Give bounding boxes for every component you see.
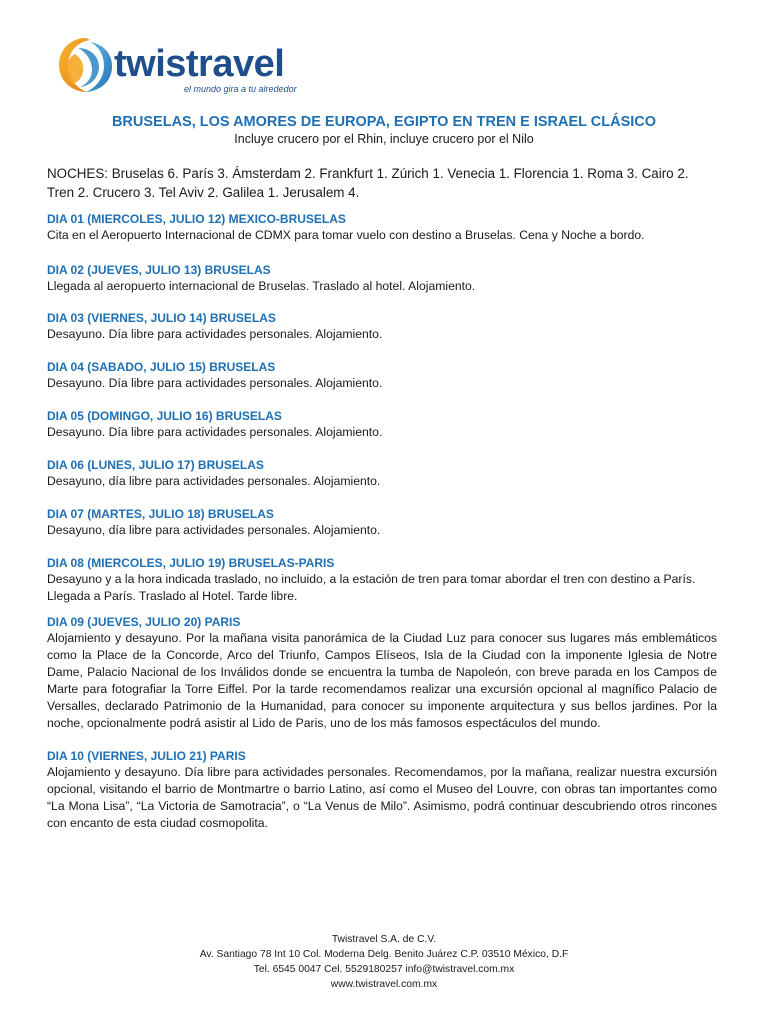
footer-contact: Tel. 6545 0047 Cel. 5529180257 info@twistravel.com.mx bbox=[253, 964, 515, 975]
day-section bbox=[47, 359, 717, 392]
page-title: BRUSELAS, LOS AMORES DE EUROPA, EGIPTO EN TREN E ISRAEL CLÁSICO bbox=[111, 114, 657, 130]
day-description: Desayuno, día libre para actividades personales. Alojamiento. bbox=[47, 523, 381, 537]
logo-wordmark: twistravel bbox=[114, 43, 285, 85]
logo-tagline: el mundo gira a tu alrededor bbox=[184, 84, 297, 94]
globe-swirl-icon bbox=[56, 34, 116, 96]
day-description: Desayuno, día libre para actividades personales. Alojamiento. bbox=[47, 474, 381, 488]
footer-website: www.twistravel.com.mx bbox=[330, 979, 438, 990]
day-heading: DIA 03 (VIERNES, JULIO 14) BRUSELAS bbox=[47, 311, 276, 325]
day-description: Alojamiento y desayuno. Día libre para actividades personales. Recomendamos, por la mañana, realizar nuestra excursión opcional, visitando el barrio de Montmartre o barrio Latino, así como el Museo del Louvre, con obras tan importantes como “La Mona Lisa”, “La Victoria de Samotracia”, o “La Venus de Milo”. Asimismo, podrá continuar descubriendo otros rincones con encanto de esta ciudad cosmopolita. bbox=[47, 765, 717, 830]
day-description: Llegada al aeropuerto internacional de Bruselas. Traslado al hotel. Alojamiento. bbox=[47, 279, 476, 293]
day-description: Cita en el Aeropuerto Internacional de CDMX para tomar vuelo con destino a Bruselas. Cena y Noche a bordo. bbox=[47, 228, 645, 242]
day-heading: DIA 05 (DOMINGO, JULIO 16) BRUSELAS bbox=[47, 409, 282, 423]
day-heading: DIA 09 (JUEVES, JULIO 20) PARIS bbox=[47, 615, 241, 629]
day-section bbox=[47, 614, 717, 732]
nights-summary: NOCHES: Bruselas 6. París 3. Ámsterdam 2. Frankfurt 1. Zúrich 1. Venecia 1. Florencia 1. Roma 3. Cairo 2. Tren 2. Crucero 3. Tel Aviv 2. Galilea 1. Jerusalem 4. bbox=[47, 166, 689, 200]
day-description: Desayuno y a la hora indicada traslado, no incluido, a la estación de tren para tomar abordar el tren con destino a París. Llegada a París. Traslado al Hotel. Tarde libre. bbox=[47, 572, 696, 603]
day-section bbox=[47, 408, 717, 441]
day-heading: DIA 10 (VIERNES, JULIO 21) PARIS bbox=[47, 749, 246, 763]
day-description: Desayuno. Día libre para actividades personales. Alojamiento. bbox=[47, 376, 383, 390]
day-heading: DIA 01 (MIERCOLES, JULIO 12) MEXICO-BRUSELAS bbox=[47, 212, 346, 226]
day-description: Desayuno. Día libre para actividades personales. Alojamiento. bbox=[47, 425, 383, 439]
company-logo bbox=[56, 34, 296, 100]
page-footer bbox=[0, 932, 768, 992]
day-section bbox=[47, 310, 717, 343]
day-section bbox=[47, 748, 717, 832]
day-section bbox=[47, 555, 717, 605]
day-description: Alojamiento y desayuno. Por la mañana visita panorámica de la Ciudad Luz para conocer sus lugares más emblemáticos como la Place de la Concorde, Arco del Triunfo, Campos Elíseos, Isla de la Ciudad con la imponente Iglesia de Notre Dame, Palacio Nacional de los Inválidos donde se encuentra la tumba de Napoleón, con breve parada en los Campos de Marte para fotografiar la Torre Eiffel. Por la tarde recomendamos realizar una excursión opcional al magnífico Palacio de Versalles, declarado Patrimonio de la Humanidad, para conocer su imponente arquitectura y sus bellos jardines. Por la noche, opcionalmente podrá asistir al Lido de Paris, uno de los más famosos espectáculos del mundo. bbox=[47, 631, 717, 730]
day-section bbox=[47, 211, 717, 244]
day-heading: DIA 06 (LUNES, JULIO 17) BRUSELAS bbox=[47, 458, 264, 472]
day-heading: DIA 04 (SABADO, JULIO 15) BRUSELAS bbox=[47, 360, 276, 374]
day-heading: DIA 02 (JUEVES, JULIO 13) BRUSELAS bbox=[47, 263, 271, 277]
day-section bbox=[47, 262, 717, 295]
day-heading: DIA 07 (MARTES, JULIO 18) BRUSELAS bbox=[47, 507, 274, 521]
footer-company: Twistravel S.A. de C.V. bbox=[331, 934, 437, 945]
day-description: Desayuno. Día libre para actividades personales. Alojamiento. bbox=[47, 327, 383, 341]
day-section bbox=[47, 506, 717, 539]
day-section bbox=[47, 457, 717, 490]
day-heading: DIA 08 (MIERCOLES, JULIO 19) BRUSELAS-PARIS bbox=[47, 556, 335, 570]
page-subtitle: Incluye crucero por el Rhin, incluye crucero por el Nilo bbox=[234, 132, 534, 146]
footer-address: Av. Santiago 78 Int 10 Col. Moderna Delg. Benito Juárez C.P. 03510 México, D.F bbox=[199, 949, 569, 960]
